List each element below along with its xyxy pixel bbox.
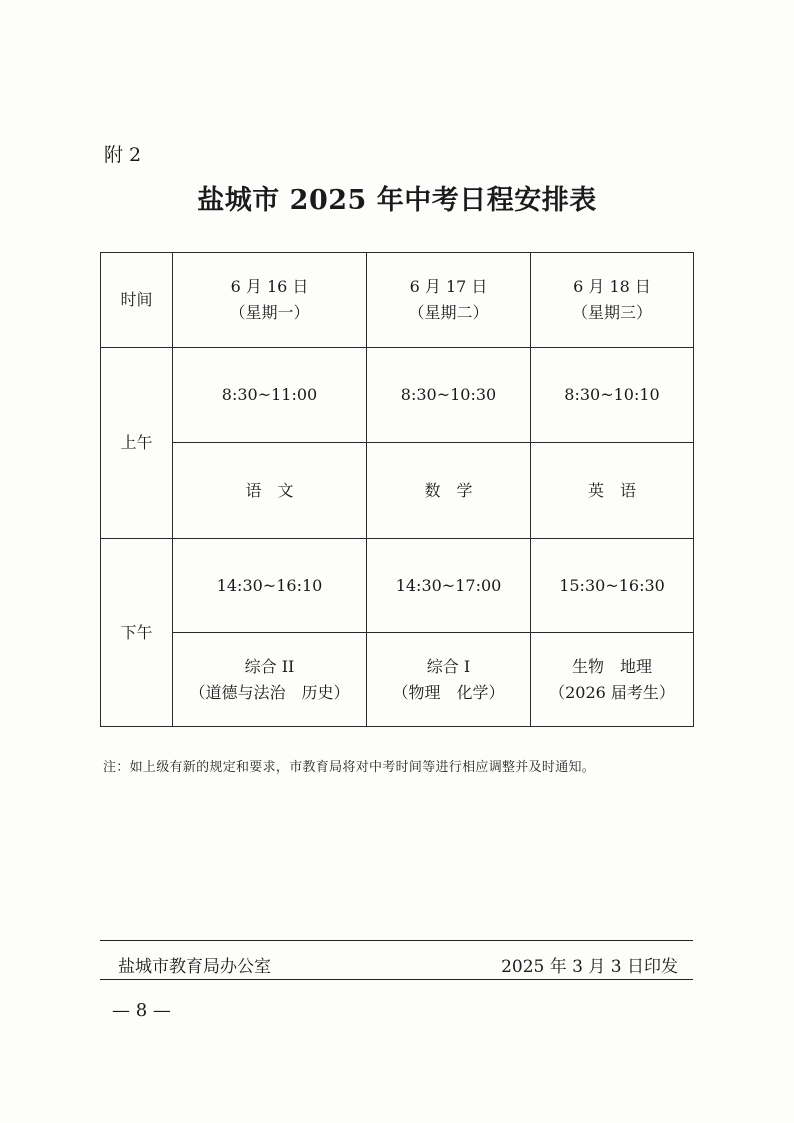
subject-cell: 语 文 bbox=[173, 443, 367, 539]
morning-label-cell: 上午 bbox=[101, 348, 173, 539]
issuing-office: 盐城市教育局办公室 bbox=[118, 957, 271, 977]
subject-cell: 数 学 bbox=[367, 443, 531, 539]
table-row bbox=[101, 633, 694, 727]
day-header-cell bbox=[531, 253, 694, 348]
table-header-row bbox=[101, 253, 694, 348]
day-header-cell bbox=[173, 253, 367, 348]
subject-name: 生物 地理 bbox=[571, 656, 652, 676]
footnote: 注：如上级有新的规定和要求，市教育局将对中考时间等进行相应调整并及时通知。 bbox=[103, 760, 596, 775]
day-header-cell bbox=[367, 253, 531, 348]
subject-cell bbox=[367, 633, 531, 727]
time-cell: 14:30~16:10 bbox=[173, 539, 367, 633]
divider bbox=[100, 979, 693, 980]
subject-detail: （道德与法治 历史） bbox=[189, 682, 350, 702]
day-date: 6 月 16 日 bbox=[230, 277, 309, 296]
afternoon-label-cell: 下午 bbox=[101, 539, 173, 727]
subject-name: 综合 II bbox=[244, 656, 295, 676]
table-row bbox=[101, 348, 694, 443]
day-date: 6 月 17 日 bbox=[409, 277, 488, 296]
time-cell: 15:30~16:30 bbox=[531, 539, 694, 633]
exam-schedule-table bbox=[100, 252, 694, 727]
time-header-cell: 时间 bbox=[101, 253, 173, 348]
divider bbox=[100, 940, 693, 941]
page-number: — 8 — bbox=[112, 1000, 171, 1021]
time-cell: 8:30~11:00 bbox=[173, 348, 367, 443]
issue-date: 2025 年 3 月 3 日印发 bbox=[501, 957, 678, 977]
subject-detail: （2026 届考生） bbox=[549, 682, 675, 702]
table-row bbox=[101, 539, 694, 633]
subject-cell bbox=[531, 633, 694, 727]
time-cell: 8:30~10:30 bbox=[367, 348, 531, 443]
attachment-label: 附 2 bbox=[104, 144, 142, 166]
subject-cell: 英 语 bbox=[531, 443, 694, 539]
subject-detail: （物理 化学） bbox=[392, 682, 505, 702]
document-title: 盐城市 2025 年中考日程安排表 bbox=[197, 185, 597, 216]
time-cell: 14:30~17:00 bbox=[367, 539, 531, 633]
day-weekday: （星期一） bbox=[229, 303, 310, 322]
table-row bbox=[101, 443, 694, 539]
day-date: 6 月 18 日 bbox=[573, 277, 651, 296]
day-weekday: （星期二） bbox=[408, 303, 489, 322]
subject-name: 综合 I bbox=[426, 656, 471, 676]
time-cell: 8:30~10:10 bbox=[531, 348, 694, 443]
subject-cell bbox=[173, 633, 367, 727]
day-weekday: （星期三） bbox=[571, 303, 652, 322]
